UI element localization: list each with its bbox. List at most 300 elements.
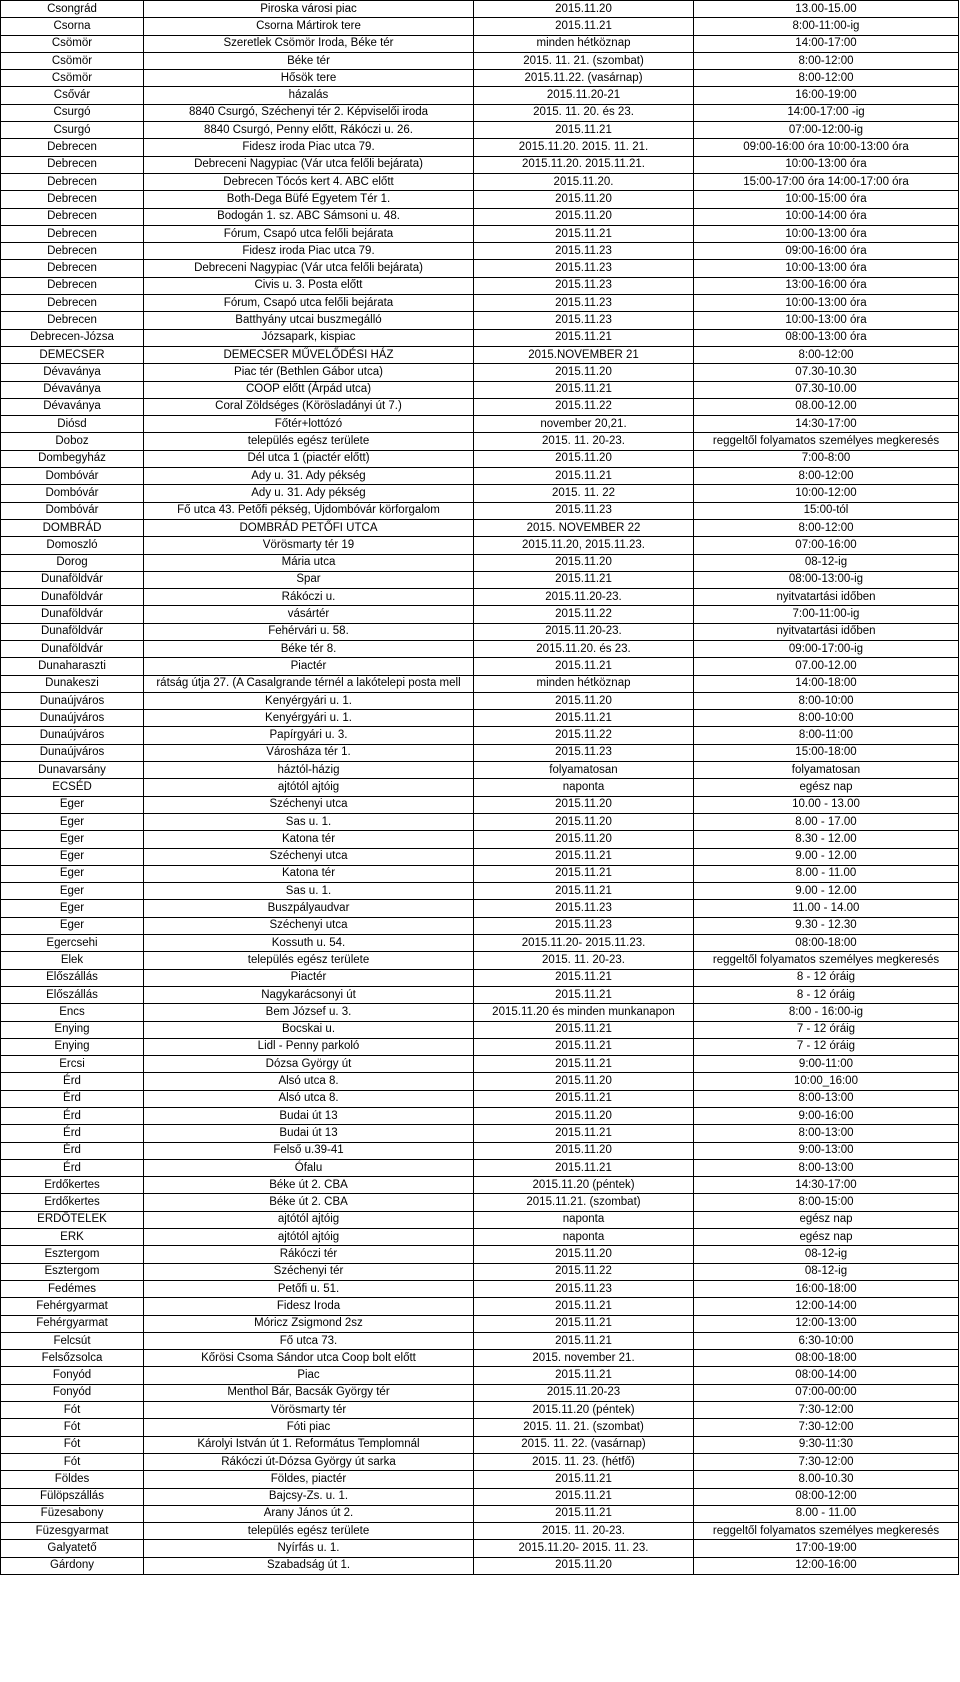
location-cell: Bem József u. 3. bbox=[144, 1004, 474, 1021]
table-row bbox=[1, 1246, 959, 1263]
location-cell: ajtótól ajtóig bbox=[144, 1229, 474, 1246]
time-cell: 8:00-13:00 bbox=[694, 1159, 959, 1176]
table-row bbox=[1, 1073, 959, 1090]
city-cell: Dunakeszi bbox=[1, 675, 144, 692]
time-cell: 8:00-12:00 bbox=[694, 519, 959, 536]
time-cell: 8:00-13:00 bbox=[694, 1125, 959, 1142]
city-cell: Felsőzsolca bbox=[1, 1350, 144, 1367]
city-cell: Debrecen-Józsa bbox=[1, 329, 144, 346]
location-cell: háztól-házig bbox=[144, 762, 474, 779]
city-cell: Eger bbox=[1, 813, 144, 830]
table-row bbox=[1, 1332, 959, 1349]
date-cell: 2015.11.21 bbox=[474, 1315, 694, 1332]
date-cell: 2015.11.20. 2015.11.21. bbox=[474, 156, 694, 173]
city-cell: Debrecen bbox=[1, 225, 144, 242]
city-cell: Dunaújváros bbox=[1, 710, 144, 727]
time-cell: egész nap bbox=[694, 1229, 959, 1246]
date-cell: 2015.11.20 bbox=[474, 813, 694, 830]
city-cell: DEMECSER bbox=[1, 346, 144, 363]
city-cell: Eger bbox=[1, 883, 144, 900]
table-row bbox=[1, 1557, 959, 1574]
table-row bbox=[1, 1229, 959, 1246]
location-cell: Rákóczi tér bbox=[144, 1246, 474, 1263]
time-cell: 10.00 - 13.00 bbox=[694, 796, 959, 813]
city-cell: Dunavarsány bbox=[1, 762, 144, 779]
date-cell: 2015.11.21 bbox=[474, 225, 694, 242]
location-cell: település egész területe bbox=[144, 952, 474, 969]
date-cell: 2015.11.20 bbox=[474, 1557, 694, 1574]
table-row bbox=[1, 468, 959, 485]
time-cell: 07:00-16:00 bbox=[694, 537, 959, 554]
table-row bbox=[1, 156, 959, 173]
date-cell: naponta bbox=[474, 779, 694, 796]
date-cell: 2015.11.20- 2015. 11. 23. bbox=[474, 1540, 694, 1557]
date-cell: 2015.11.20 (péntek) bbox=[474, 1177, 694, 1194]
time-cell: 8 - 12 óráig bbox=[694, 969, 959, 986]
location-cell: Vörösmarty tér bbox=[144, 1402, 474, 1419]
table-row bbox=[1, 710, 959, 727]
date-cell: 2015.11.21 bbox=[474, 1367, 694, 1384]
location-cell: Rákóczi u. bbox=[144, 589, 474, 606]
time-cell: 09:00-16:00 óra bbox=[694, 243, 959, 260]
table-row bbox=[1, 1021, 959, 1038]
location-cell: Mária utca bbox=[144, 554, 474, 571]
table-row bbox=[1, 1280, 959, 1297]
location-cell: Városháza tér 1. bbox=[144, 744, 474, 761]
date-cell: 2015.11.20 bbox=[474, 1, 694, 18]
city-cell: Csővár bbox=[1, 87, 144, 104]
date-cell: 2015.11.21 bbox=[474, 1159, 694, 1176]
location-cell: COOP előtt (Árpád utca) bbox=[144, 381, 474, 398]
time-cell: 08.00-12.00 bbox=[694, 398, 959, 415]
city-cell: Dunaföldvár bbox=[1, 623, 144, 640]
table-row bbox=[1, 1263, 959, 1280]
time-cell: 10:00-15:00 óra bbox=[694, 191, 959, 208]
city-cell: Debrecen bbox=[1, 260, 144, 277]
date-cell: 2015.11.20 és minden munkanapon bbox=[474, 1004, 694, 1021]
location-cell: Fehérvári u. 58. bbox=[144, 623, 474, 640]
table-row bbox=[1, 1488, 959, 1505]
time-cell: 16:00-19:00 bbox=[694, 87, 959, 104]
time-cell: 7 - 12 óráig bbox=[694, 1038, 959, 1055]
table-row bbox=[1, 675, 959, 692]
location-cell: Hősök tere bbox=[144, 70, 474, 87]
time-cell: 8.00 - 11.00 bbox=[694, 1505, 959, 1522]
location-cell: Piac bbox=[144, 1367, 474, 1384]
table-row bbox=[1, 1453, 959, 1470]
time-cell: 07.30-10.00 bbox=[694, 381, 959, 398]
location-cell: Arany János út 2. bbox=[144, 1505, 474, 1522]
table-row bbox=[1, 70, 959, 87]
time-cell: folyamatosan bbox=[694, 762, 959, 779]
location-cell: Fórum, Csapó utca felőli bejárata bbox=[144, 295, 474, 312]
time-cell: egész nap bbox=[694, 779, 959, 796]
table-row bbox=[1, 35, 959, 52]
city-cell: Dunaföldvár bbox=[1, 571, 144, 588]
city-cell: Debrecen bbox=[1, 208, 144, 225]
city-cell: Fót bbox=[1, 1402, 144, 1419]
city-cell: Dunaharaszti bbox=[1, 658, 144, 675]
time-cell: 07:00-00:00 bbox=[694, 1384, 959, 1401]
date-cell: 2015.11.21 bbox=[474, 468, 694, 485]
table-row bbox=[1, 883, 959, 900]
city-cell: Dombegyház bbox=[1, 450, 144, 467]
city-cell: Dévaványa bbox=[1, 381, 144, 398]
table-row bbox=[1, 1419, 959, 1436]
city-cell: Fedémes bbox=[1, 1280, 144, 1297]
date-cell: 2015.11.21 bbox=[474, 986, 694, 1003]
time-cell: 8:00-13:00 bbox=[694, 1090, 959, 1107]
location-cell: Széchenyi utca bbox=[144, 796, 474, 813]
city-cell: ERK bbox=[1, 1229, 144, 1246]
table-row bbox=[1, 779, 959, 796]
city-cell: Debrecen bbox=[1, 156, 144, 173]
date-cell: 2015.NOVEMBER 21 bbox=[474, 346, 694, 363]
time-cell: 8.00 - 11.00 bbox=[694, 865, 959, 882]
time-cell: 07.30-10.30 bbox=[694, 364, 959, 381]
time-cell: 15:00-18:00 bbox=[694, 744, 959, 761]
time-cell: 07.00-12.00 bbox=[694, 658, 959, 675]
location-cell: Béke tér 8. bbox=[144, 640, 474, 657]
location-cell: Coral Zöldséges (Körösladányi út 7.) bbox=[144, 398, 474, 415]
time-cell: 14:00-17:00 bbox=[694, 35, 959, 52]
table-row bbox=[1, 433, 959, 450]
city-cell: Fót bbox=[1, 1436, 144, 1453]
city-cell: Debrecen bbox=[1, 243, 144, 260]
table-row bbox=[1, 502, 959, 519]
date-cell: 2015. 11. 20-23. bbox=[474, 433, 694, 450]
date-cell: 2015.11.22 bbox=[474, 398, 694, 415]
location-cell: Csorna Mártirok tere bbox=[144, 18, 474, 35]
city-cell: Fót bbox=[1, 1419, 144, 1436]
time-cell: 14:00-18:00 bbox=[694, 675, 959, 692]
table-row bbox=[1, 225, 959, 242]
city-cell: Dévaványa bbox=[1, 364, 144, 381]
table-row bbox=[1, 1, 959, 18]
date-cell: 2015.11.23 bbox=[474, 277, 694, 294]
table-row bbox=[1, 623, 959, 640]
date-cell: november 20,21. bbox=[474, 416, 694, 433]
table-row bbox=[1, 1523, 959, 1540]
location-cell: Dél utca 1 (piactér előtt) bbox=[144, 450, 474, 467]
time-cell: 13:00-16:00 óra bbox=[694, 277, 959, 294]
time-cell: 14:00-17:00 -ig bbox=[694, 104, 959, 121]
date-cell: 2015.11.21 bbox=[474, 1125, 694, 1142]
time-cell: 14:30-17:00 bbox=[694, 416, 959, 433]
table-row bbox=[1, 416, 959, 433]
time-cell: 15:00-17:00 óra 14:00-17:00 óra bbox=[694, 173, 959, 190]
date-cell: 2015.11.21 bbox=[474, 329, 694, 346]
city-cell: Eger bbox=[1, 865, 144, 882]
table-row bbox=[1, 260, 959, 277]
date-cell: 2015.11.23 bbox=[474, 900, 694, 917]
time-cell: 8:00-11:00 bbox=[694, 727, 959, 744]
time-cell: 08-12-ig bbox=[694, 1263, 959, 1280]
date-cell: 2015.11.21 bbox=[474, 710, 694, 727]
location-cell: Főtér+lottózó bbox=[144, 416, 474, 433]
location-cell: Spar bbox=[144, 571, 474, 588]
location-cell: település egész területe bbox=[144, 1523, 474, 1540]
city-cell: Előszállás bbox=[1, 969, 144, 986]
table-row bbox=[1, 485, 959, 502]
location-cell: Móricz Zsigmond 2sz bbox=[144, 1315, 474, 1332]
city-cell: Érd bbox=[1, 1108, 144, 1125]
table-row bbox=[1, 329, 959, 346]
date-cell: 2015. 11. 20-23. bbox=[474, 952, 694, 969]
time-cell: 9:00-13:00 bbox=[694, 1142, 959, 1159]
table-row bbox=[1, 865, 959, 882]
city-cell: Dunaföldvár bbox=[1, 640, 144, 657]
location-cell: Ófalu bbox=[144, 1159, 474, 1176]
location-cell: Debreceni Nagypiac (Vár utca felőli bejárata) bbox=[144, 260, 474, 277]
date-cell: 2015.11.21 bbox=[474, 18, 694, 35]
city-cell: Érd bbox=[1, 1125, 144, 1142]
table-row bbox=[1, 848, 959, 865]
location-cell: település egész területe bbox=[144, 433, 474, 450]
city-cell: Dombóvár bbox=[1, 502, 144, 519]
table-row bbox=[1, 727, 959, 744]
date-cell: 2015.11.21 bbox=[474, 1505, 694, 1522]
date-cell: 2015.11.20- 2015.11.23. bbox=[474, 935, 694, 952]
city-cell: Gárdony bbox=[1, 1557, 144, 1574]
time-cell: 8:00-12:00 bbox=[694, 70, 959, 87]
location-cell: Széchenyi utca bbox=[144, 848, 474, 865]
time-cell: 09:00-16:00 óra 10:00-13:00 óra bbox=[694, 139, 959, 156]
time-cell: 10:00-13:00 óra bbox=[694, 225, 959, 242]
city-cell: Esztergom bbox=[1, 1246, 144, 1263]
location-cell: Széchenyi utca bbox=[144, 917, 474, 934]
table-row bbox=[1, 1402, 959, 1419]
date-cell: naponta bbox=[474, 1229, 694, 1246]
date-cell: 2015.11.20-23. bbox=[474, 589, 694, 606]
time-cell: 8:00 - 16:00-ig bbox=[694, 1004, 959, 1021]
date-cell: 2015.11.21. (szombat) bbox=[474, 1194, 694, 1211]
date-cell: minden hétköznap bbox=[474, 35, 694, 52]
location-cell: Kenyérgyári u. 1. bbox=[144, 692, 474, 709]
table-row bbox=[1, 952, 959, 969]
date-cell: 2015.11.21 bbox=[474, 848, 694, 865]
date-cell: 2015. november 21. bbox=[474, 1350, 694, 1367]
date-cell: 2015.11.20 bbox=[474, 208, 694, 225]
table-row bbox=[1, 398, 959, 415]
location-cell: Bajcsy-Zs. u. 1. bbox=[144, 1488, 474, 1505]
table-row bbox=[1, 900, 959, 917]
time-cell: 9.30 - 12.30 bbox=[694, 917, 959, 934]
time-cell: 9:00-11:00 bbox=[694, 1056, 959, 1073]
date-cell: 2015.11.20. 2015. 11. 21. bbox=[474, 139, 694, 156]
location-cell: Fidesz iroda Piac utca 79. bbox=[144, 243, 474, 260]
city-cell: Encs bbox=[1, 1004, 144, 1021]
city-cell: Esztergom bbox=[1, 1263, 144, 1280]
date-cell: 2015.11.22 bbox=[474, 727, 694, 744]
date-cell: 2015. 11. 22. (vasárnap) bbox=[474, 1436, 694, 1453]
city-cell: Csurgó bbox=[1, 122, 144, 139]
location-cell: Debrecen Tócós kert 4. ABC előtt bbox=[144, 173, 474, 190]
location-cell: Rákóczi út-Dózsa György út sarka bbox=[144, 1453, 474, 1470]
time-cell: 9.00 - 12.00 bbox=[694, 883, 959, 900]
city-cell: Előszállás bbox=[1, 986, 144, 1003]
city-cell: Felcsút bbox=[1, 1332, 144, 1349]
time-cell: 8:00-12:00 bbox=[694, 468, 959, 485]
time-cell: 11.00 - 14.00 bbox=[694, 900, 959, 917]
time-cell: reggeltől folyamatos személyes megkeresés bbox=[694, 1523, 959, 1540]
table-row bbox=[1, 364, 959, 381]
location-cell: Szeretlek Csömör Iroda, Béke tér bbox=[144, 35, 474, 52]
date-cell: 2015.11.20-21 bbox=[474, 87, 694, 104]
time-cell: reggeltől folyamatos személyes megkeresés bbox=[694, 433, 959, 450]
time-cell: egész nap bbox=[694, 1211, 959, 1228]
date-cell: 2015. 11. 21. (szombat) bbox=[474, 52, 694, 69]
location-cell: Bodogán 1. sz. ABC Sámsoni u. 48. bbox=[144, 208, 474, 225]
city-cell: Domoszló bbox=[1, 537, 144, 554]
date-cell: 2015.11.23 bbox=[474, 243, 694, 260]
city-cell: Csorna bbox=[1, 18, 144, 35]
city-cell: Doboz bbox=[1, 433, 144, 450]
location-cell: ajtótól ajtóig bbox=[144, 779, 474, 796]
time-cell: 8.30 - 12.00 bbox=[694, 831, 959, 848]
date-cell: 2015.11.20-23. bbox=[474, 623, 694, 640]
time-cell: 08-12-ig bbox=[694, 554, 959, 571]
time-cell: 9:30-11:30 bbox=[694, 1436, 959, 1453]
location-cell: Piactér bbox=[144, 969, 474, 986]
time-cell: 6:30-10:00 bbox=[694, 1332, 959, 1349]
city-cell: Eger bbox=[1, 917, 144, 934]
table-row bbox=[1, 381, 959, 398]
table-row bbox=[1, 1211, 959, 1228]
date-cell: 2015.11.20 bbox=[474, 1073, 694, 1090]
table-row bbox=[1, 606, 959, 623]
location-cell: Ady u. 31. Ady pékség bbox=[144, 468, 474, 485]
date-cell: 2015.11.20 bbox=[474, 831, 694, 848]
date-cell: 2015.11.20 bbox=[474, 1108, 694, 1125]
location-cell: Civis u. 3. Posta előtt bbox=[144, 277, 474, 294]
location-cell: házalás bbox=[144, 87, 474, 104]
location-cell: Katona tér bbox=[144, 865, 474, 882]
time-cell: 09:00-17:00-ig bbox=[694, 640, 959, 657]
location-cell: Kenyérgyári u. 1. bbox=[144, 710, 474, 727]
date-cell: 2015.11.21 bbox=[474, 658, 694, 675]
table-row bbox=[1, 589, 959, 606]
city-cell: Csömör bbox=[1, 35, 144, 52]
date-cell: 2015.11.23 bbox=[474, 744, 694, 761]
location-cell: ajtótól ajtóig bbox=[144, 1211, 474, 1228]
date-cell: 2015. NOVEMBER 22 bbox=[474, 519, 694, 536]
time-cell: reggeltől folyamatos személyes megkeresés bbox=[694, 952, 959, 969]
date-cell: 2015.11.20 bbox=[474, 554, 694, 571]
date-cell: 2015. 11. 22 bbox=[474, 485, 694, 502]
date-cell: 2015.11.22 bbox=[474, 1263, 694, 1280]
location-cell: Katona tér bbox=[144, 831, 474, 848]
table-row bbox=[1, 122, 959, 139]
location-cell: Bocskai u. bbox=[144, 1021, 474, 1038]
city-cell: Fehérgyarmat bbox=[1, 1298, 144, 1315]
table-row bbox=[1, 917, 959, 934]
city-cell: Debrecen bbox=[1, 173, 144, 190]
table-row bbox=[1, 744, 959, 761]
city-cell: Galyatető bbox=[1, 1540, 144, 1557]
time-cell: 16:00-18:00 bbox=[694, 1280, 959, 1297]
time-cell: 8 - 12 óráig bbox=[694, 986, 959, 1003]
city-cell: Debrecen bbox=[1, 191, 144, 208]
city-cell: Dunaújváros bbox=[1, 727, 144, 744]
time-cell: 08:00-13:00 óra bbox=[694, 329, 959, 346]
location-cell: Piroska városi piac bbox=[144, 1, 474, 18]
time-cell: 10:00-13:00 óra bbox=[694, 156, 959, 173]
location-cell: Károlyi István út 1. Református Templomnál bbox=[144, 1436, 474, 1453]
city-cell: Eger bbox=[1, 831, 144, 848]
table-row bbox=[1, 191, 959, 208]
table-row bbox=[1, 1436, 959, 1453]
location-cell: Petőfi u. 51. bbox=[144, 1280, 474, 1297]
date-cell: 2015.11.23 bbox=[474, 312, 694, 329]
location-cell: Fórum, Csapó utca felőli bejárata bbox=[144, 225, 474, 242]
table-row bbox=[1, 519, 959, 536]
table-row bbox=[1, 139, 959, 156]
city-cell: Ercsi bbox=[1, 1056, 144, 1073]
city-cell: Érd bbox=[1, 1090, 144, 1107]
city-cell: ECSÉD bbox=[1, 779, 144, 796]
location-cell: Batthyány utcai buszmegálló bbox=[144, 312, 474, 329]
date-cell: 2015.11.20, 2015.11.23. bbox=[474, 537, 694, 554]
city-cell: Elek bbox=[1, 952, 144, 969]
city-cell: Csömör bbox=[1, 70, 144, 87]
location-cell: Fő utca 73. bbox=[144, 1332, 474, 1349]
date-cell: 2015.11.21 bbox=[474, 1488, 694, 1505]
date-cell: 2015.11.23 bbox=[474, 1280, 694, 1297]
location-cell: DOMBRÁD PETŐFI UTCA bbox=[144, 519, 474, 536]
date-cell: 2015.11.22 bbox=[474, 606, 694, 623]
city-cell: Debrecen bbox=[1, 277, 144, 294]
time-cell: 7 - 12 óráig bbox=[694, 1021, 959, 1038]
location-cell: Lidl - Penny parkoló bbox=[144, 1038, 474, 1055]
date-cell: 2015.11.22. (vasárnap) bbox=[474, 70, 694, 87]
table-row bbox=[1, 762, 959, 779]
date-cell: 2015.11.23 bbox=[474, 295, 694, 312]
table-row bbox=[1, 295, 959, 312]
table-row bbox=[1, 1315, 959, 1332]
location-cell: Kossuth u. 54. bbox=[144, 935, 474, 952]
city-cell: Csurgó bbox=[1, 104, 144, 121]
location-cell: DEMECSER MŰVELŐDÉSI HÁZ bbox=[144, 346, 474, 363]
table-row bbox=[1, 1384, 959, 1401]
date-cell: 2015.11.21 bbox=[474, 969, 694, 986]
table-row bbox=[1, 173, 959, 190]
table-row bbox=[1, 312, 959, 329]
time-cell: 15:00-tól bbox=[694, 502, 959, 519]
location-cell: Fóti piac bbox=[144, 1419, 474, 1436]
location-cell: Béke tér bbox=[144, 52, 474, 69]
location-cell: Budai út 13 bbox=[144, 1125, 474, 1142]
date-cell: 2015.11.20 bbox=[474, 191, 694, 208]
date-cell: 2015. 11. 20. és 23. bbox=[474, 104, 694, 121]
city-cell: Érd bbox=[1, 1159, 144, 1176]
location-cell: Sas u. 1. bbox=[144, 813, 474, 830]
time-cell: 8:00-10:00 bbox=[694, 692, 959, 709]
time-cell: 8:00-10:00 bbox=[694, 710, 959, 727]
city-cell: Dunaújváros bbox=[1, 744, 144, 761]
table-row bbox=[1, 1350, 959, 1367]
location-cell: Földes, piactér bbox=[144, 1471, 474, 1488]
date-cell: 2015.11.20 bbox=[474, 692, 694, 709]
location-cell: 8840 Csurgó, Széchenyi tér 2. Képviselői iroda bbox=[144, 104, 474, 121]
city-cell: Dunaújváros bbox=[1, 692, 144, 709]
location-cell: Széchenyi tér bbox=[144, 1263, 474, 1280]
city-cell: Dombóvár bbox=[1, 485, 144, 502]
table-row bbox=[1, 1056, 959, 1073]
city-cell: Erdőkertes bbox=[1, 1177, 144, 1194]
table-row bbox=[1, 346, 959, 363]
table-row bbox=[1, 554, 959, 571]
